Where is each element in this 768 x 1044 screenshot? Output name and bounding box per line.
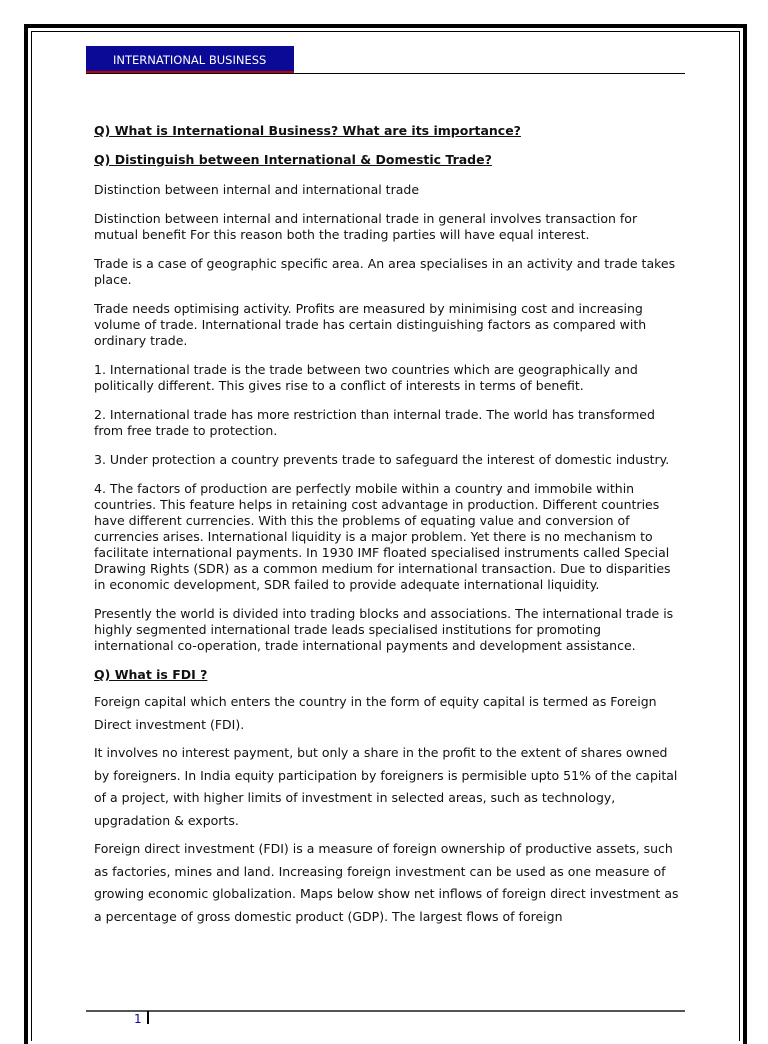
header-rule: [86, 73, 685, 74]
paragraph: Distinction between internal and international trade: [94, 182, 420, 197]
paragraph: 3. Under protection a country prevents trade to safeguard the interest of domestic industry.: [94, 452, 670, 467]
question-heading: Q) Distinguish between International & Domestic Trade?: [94, 152, 492, 167]
footer-rule: [86, 1010, 685, 1012]
paragraph: 1. International trade is the trade between two countries which are geographically and politically different. This gives rise to a conflict of interests in terms of benefit.: [94, 362, 638, 393]
paragraph: Trade is a case of geographic specific area. An area specialises in an activity and trade takes place.: [94, 256, 676, 287]
paragraph: Presently the world is divided into trading blocks and associations. The international trade is highly segmented international trade leads specialised institutions for promoting international co-operation, trade international payments and development assistance.: [94, 606, 674, 653]
paragraph: 2. International trade has more restriction than internal trade. The world has transformed from free trade to protection.: [94, 407, 655, 438]
fdi-section: [94, 691, 684, 928]
question-block-1: [94, 123, 684, 168]
paragraph: 4. The factors of production are perfectly mobile within a country and immobile within countries. This feature helps in retaining cost advantage in production. Different countries have different currencies. With this the problems of equating value and conversion of currencies arises. International liquidity is a major problem. Yet there is no mechanism to facilitate international payments. In 1930 IMF floated specialised instruments called Special Drawing Rights (SDR) as a common medium for international transaction. Due to disparities in economic development, SDR failed to provide adequate international liquidity.: [94, 481, 671, 592]
paragraph: Trade needs optimising activity. Profits are measured by minimising cost and increasing volume of trade. International trade has certain distinguishing factors as compared with ordinary trade.: [94, 301, 647, 348]
paragraph: Foreign capital which enters the country in the form of equity capital is termed as Foreign Direct investment (FDI).: [94, 694, 657, 732]
question-heading: Q) What is International Business? What are its importance?: [94, 123, 521, 138]
page-number-divider: [147, 1011, 149, 1024]
document-body: [94, 123, 684, 934]
paragraph: Distinction between internal and international trade in general involves transaction for mutual benefit For this reason both the trading parties will have equal interest.: [94, 211, 638, 242]
paragraph: Foreign direct investment (FDI) is a measure of foreign ownership of productive assets, such as factories, mines and land. Increasing foreign investment can be used as one measure of growing economic globalization. Maps below show net inflows of foreign direct investment as a percentage of gross domestic product (GDP). The largest flows of foreign: [94, 841, 679, 924]
paragraph: It involves no interest payment, but only a share in the profit to the extent of shares owned by foreigners. In India equity participation by foreigners is permisible upto 51% of the capital of a project, with higher limits of investment in selected areas, such as technology, upgradation & exports.: [94, 745, 678, 828]
header-title: INTERNATIONAL BUSINESS: [86, 46, 294, 73]
question-heading-fdi: Q) What is FDI ?: [94, 667, 208, 682]
page-number: 1: [134, 1012, 142, 1026]
